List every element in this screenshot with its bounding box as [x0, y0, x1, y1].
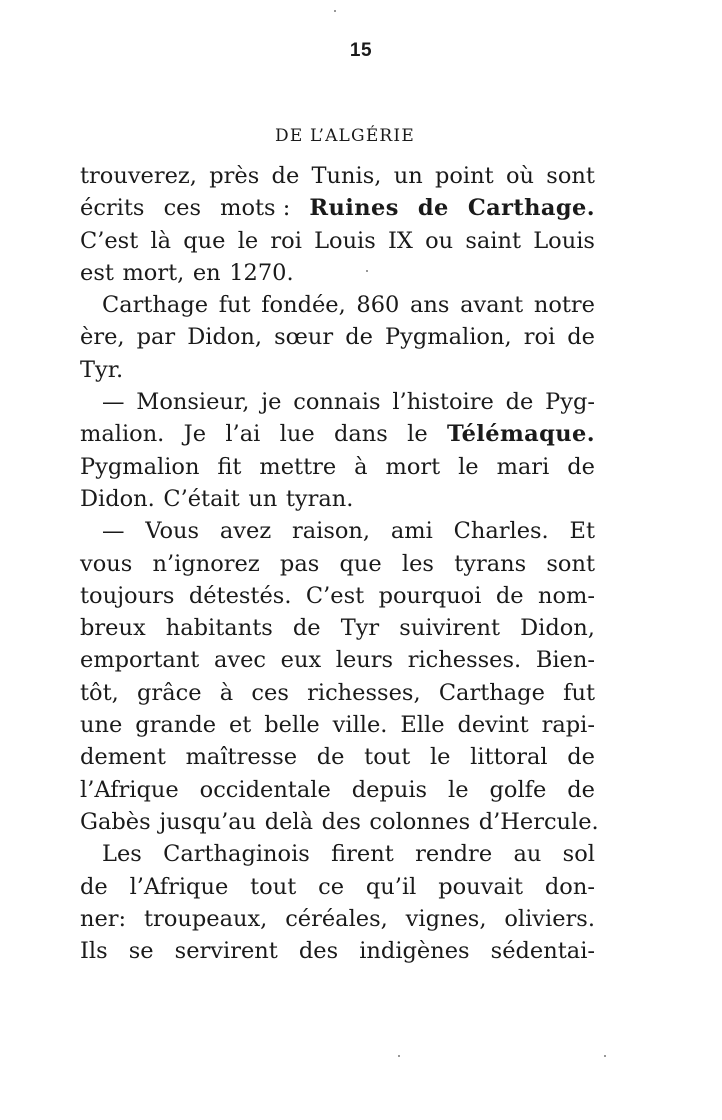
word: de	[567, 744, 595, 771]
word: tout	[250, 873, 297, 900]
word: là	[150, 227, 172, 254]
word: de	[567, 453, 595, 480]
word: à	[219, 679, 234, 706]
word: de	[567, 324, 595, 351]
word: l’histoire	[392, 389, 494, 416]
word: trouverez,	[80, 163, 197, 189]
word: ami	[390, 518, 433, 545]
word: firent	[331, 841, 394, 868]
word: vous	[80, 550, 133, 577]
word: avant	[460, 292, 524, 319]
word: tyran.	[285, 485, 354, 512]
word: 1270.	[229, 259, 294, 286]
word: une	[80, 712, 123, 739]
word: des	[298, 938, 339, 965]
word: mettre	[259, 453, 337, 480]
text-line	[80, 644, 595, 676]
word: sont	[546, 163, 595, 189]
word: Bien-	[535, 647, 595, 674]
text-line	[80, 871, 595, 903]
word: le	[448, 776, 469, 803]
word: l’ai	[225, 421, 261, 448]
word: leurs	[335, 647, 394, 674]
word: ère,	[80, 324, 125, 351]
word: tôt,	[80, 679, 119, 706]
word: rapi-	[541, 712, 595, 739]
word: mots :	[220, 195, 291, 222]
word: point	[434, 163, 494, 189]
word: de	[292, 615, 321, 642]
text-line	[80, 160, 595, 192]
word: d’Hercule.	[478, 808, 599, 835]
word: colonnes	[369, 808, 471, 835]
word: de	[567, 776, 595, 803]
text-line	[80, 612, 595, 644]
text-line	[80, 386, 595, 418]
word: que	[183, 227, 226, 254]
word: de	[345, 324, 373, 351]
word: mari	[496, 453, 550, 480]
text-line	[80, 451, 595, 483]
word: C’est	[80, 227, 139, 254]
word: C’est	[305, 582, 365, 609]
text-line	[80, 418, 595, 450]
word: en	[192, 259, 221, 286]
word: pourquoi	[378, 582, 482, 609]
word: Carthage	[438, 679, 545, 706]
word: pouvait	[438, 873, 524, 900]
text-line	[80, 225, 595, 257]
bold-word: Carthage.	[467, 195, 595, 222]
word: ces	[251, 679, 289, 706]
word: jusqu’au	[159, 808, 257, 835]
word: écrits	[80, 195, 145, 222]
word: Louis	[314, 227, 376, 254]
word: Charles.	[453, 518, 549, 545]
word: breux	[80, 615, 146, 642]
word: ner:	[80, 905, 127, 932]
word: détestés.	[188, 582, 292, 609]
word: avec	[213, 647, 267, 674]
word: richesses,	[307, 679, 421, 706]
word: occidentale	[199, 776, 331, 803]
word: fit	[217, 453, 242, 480]
word: de	[80, 873, 108, 900]
word: Didon.	[80, 485, 155, 512]
text-line	[80, 709, 595, 741]
word: vignes,	[405, 905, 487, 932]
word: ces	[163, 195, 202, 222]
running-head: DE L’ALGÉRIE	[275, 126, 415, 146]
text-line	[80, 321, 595, 353]
word: golfe	[489, 776, 547, 803]
word: Je	[183, 421, 207, 448]
word: suivirent	[399, 615, 501, 642]
word: devint	[457, 712, 529, 739]
word: je	[261, 389, 282, 416]
word: un	[393, 163, 423, 189]
text-line	[80, 483, 595, 515]
word: Tyr	[340, 615, 380, 642]
word: tyrans	[454, 550, 527, 577]
text-line	[80, 806, 599, 838]
word: de	[271, 163, 300, 189]
word: Didon,	[520, 615, 595, 642]
word: mort	[385, 453, 441, 480]
word: C’était	[163, 485, 240, 512]
word: Ils	[80, 938, 108, 965]
word: au	[513, 841, 542, 868]
text-line	[80, 192, 595, 224]
word: l’Afrique	[129, 873, 229, 900]
word: grande	[135, 712, 217, 739]
word: Vous	[145, 518, 200, 545]
word: troupeaux,	[144, 905, 268, 932]
word: ans	[410, 292, 450, 319]
text-line	[80, 257, 595, 289]
word: sœur	[274, 324, 334, 351]
word: par	[136, 324, 176, 351]
word: céréales,	[285, 905, 388, 932]
word: n’ignorez	[152, 550, 260, 577]
word: à	[354, 453, 368, 480]
word: malion.	[80, 421, 165, 448]
word: le	[429, 744, 451, 771]
word: —	[102, 518, 125, 545]
word: depuis	[351, 776, 428, 803]
word: qu’il	[365, 873, 417, 900]
word: de	[495, 582, 524, 609]
word: tout	[364, 744, 411, 771]
word: des	[321, 808, 361, 835]
word: indigènes	[359, 938, 470, 965]
word: Monsieur,	[136, 389, 250, 416]
word: l’Afrique	[80, 776, 179, 803]
word: les	[401, 550, 434, 577]
page-number: 15	[349, 40, 373, 61]
word: Tyr.	[80, 356, 124, 383]
word: raison,	[291, 518, 371, 545]
word: Elle	[400, 712, 445, 739]
word: Didon,	[187, 324, 263, 351]
word: sol	[562, 841, 595, 868]
body-text	[80, 160, 599, 967]
word: don-	[544, 873, 595, 900]
word: IX	[388, 227, 413, 254]
word: que	[339, 550, 382, 577]
text-line	[80, 677, 595, 709]
word: pas	[279, 550, 320, 577]
word: dement	[80, 744, 166, 771]
text-line	[80, 935, 595, 967]
word: ville.	[332, 712, 388, 739]
word: —	[102, 389, 125, 416]
word: oliviers.	[504, 905, 595, 932]
word: et	[228, 712, 252, 739]
text-line	[80, 774, 595, 806]
word: eux	[280, 647, 322, 674]
word: de	[316, 744, 345, 771]
word: delà	[264, 808, 314, 835]
word: Carthage	[102, 292, 209, 319]
word: sédentai-	[490, 938, 595, 965]
word: Louis	[533, 227, 595, 254]
word: un	[248, 485, 278, 512]
word: fondée,	[261, 292, 346, 319]
word: grâce	[137, 679, 202, 706]
word: fut	[563, 679, 595, 706]
word: toujours	[80, 582, 175, 609]
word: lue	[279, 421, 315, 448]
word: maîtresse	[185, 744, 298, 771]
word: fut	[218, 292, 251, 319]
text-line	[80, 580, 595, 612]
paper-speck	[334, 10, 336, 12]
text-line	[80, 354, 595, 386]
word: emportant	[80, 647, 200, 674]
text-line	[80, 289, 595, 321]
paper-speck	[398, 1055, 400, 1057]
text-line	[80, 515, 595, 547]
word: rendre	[415, 841, 493, 868]
word: belle	[264, 712, 320, 739]
word: roi	[523, 324, 556, 351]
word: richesses.	[407, 647, 522, 674]
word: Pyg-	[545, 389, 595, 416]
word: le	[237, 227, 259, 254]
bold-word: de	[417, 195, 449, 222]
text-line	[80, 741, 595, 773]
word: roi	[270, 227, 302, 254]
word: ce	[318, 873, 345, 900]
word: Gabès	[80, 808, 151, 835]
text-line	[80, 903, 595, 935]
text-line	[80, 548, 595, 580]
word: servirent	[174, 938, 278, 965]
word: se	[128, 938, 154, 965]
word: est	[80, 259, 114, 286]
word: habitants	[165, 615, 273, 642]
word: près	[209, 163, 260, 189]
word: le	[458, 453, 479, 480]
word: 860	[356, 292, 400, 319]
paper-speck	[604, 1055, 606, 1057]
word: ou	[425, 227, 454, 254]
word: avez	[219, 518, 272, 545]
word: le	[407, 421, 428, 448]
word: Les	[102, 841, 142, 868]
word: mort,	[122, 259, 185, 286]
word: Pygmalion,	[385, 324, 512, 351]
word: sont	[546, 550, 595, 577]
word: Tunis,	[311, 163, 382, 189]
word: saint	[465, 227, 522, 254]
word: Pygmalion	[80, 453, 200, 480]
word: littoral	[470, 744, 548, 771]
paper-speck	[366, 270, 368, 272]
bold-word: Ruines	[309, 195, 399, 222]
bold-word: Télémaque.	[447, 421, 595, 448]
word: Carthaginois	[163, 841, 310, 868]
word: notre	[533, 292, 595, 319]
word: dans	[333, 421, 388, 448]
word: nom-	[537, 582, 595, 609]
word: où	[505, 163, 534, 189]
word: de	[505, 389, 534, 416]
word: connais	[293, 389, 381, 416]
word: Et	[569, 518, 595, 545]
text-line	[80, 838, 595, 870]
